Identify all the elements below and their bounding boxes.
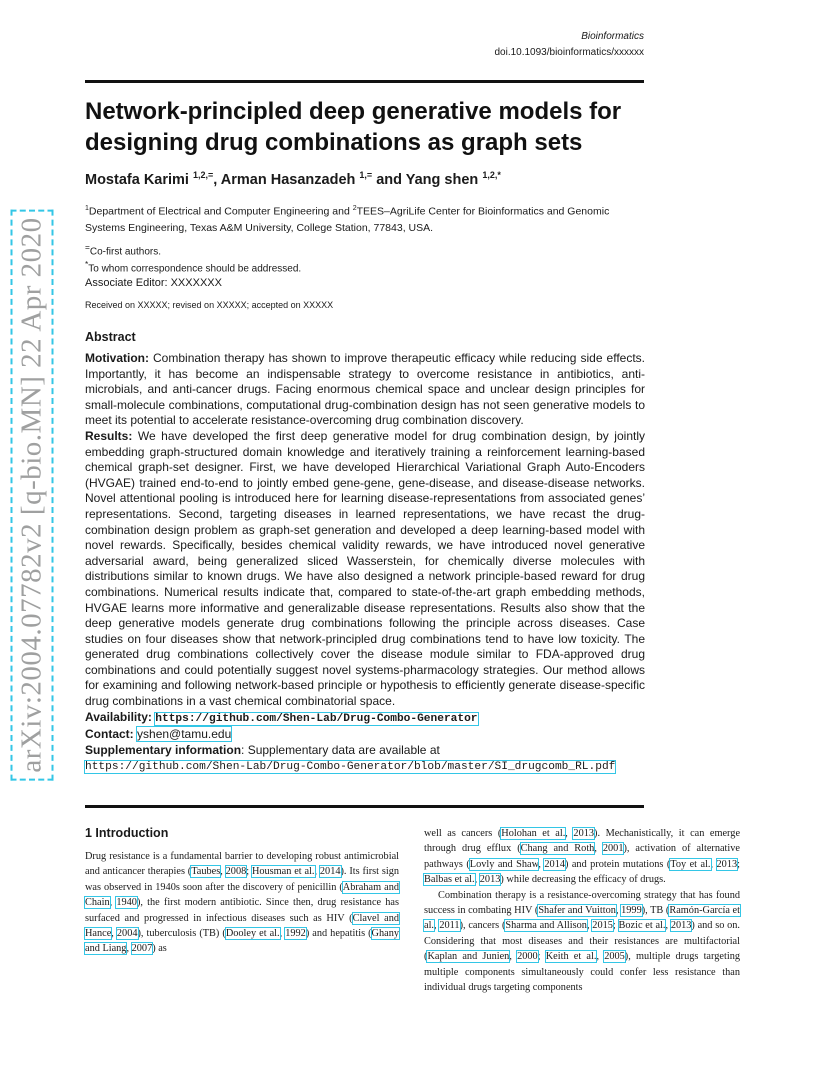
citation-link[interactable]: 2005	[604, 951, 625, 963]
contact-email-link[interactable]: yshen@tamu.edu	[137, 727, 232, 742]
citation-link[interactable]: 2011	[439, 920, 460, 932]
supplementary-line: Supplementary information: Supplementary data are available at	[85, 742, 440, 757]
motivation-paragraph: Motivation: Combination therapy has shown to improve therapeutic efficacy while reducing side effects. Importantly, it has become an indispensable strategy to overcome resistance in antibiotics, anti-microbials, and anti-cancer drugs. Facing enormous chemical space and unclear design principles for small-molecule combinations, computational drug-combination design has not seen generative models to meet its potential to accelerate resistance-overcoming drug combination discovery.	[85, 351, 645, 428]
arxiv-sidebar-stamp[interactable]	[14, 217, 50, 773]
citation-link[interactable]: Shafer and Vuitton	[538, 905, 616, 917]
citation-link[interactable]: 2001	[602, 843, 624, 855]
supplementary-pdf-link[interactable]: https://github.com/Shen-Lab/Drug-Combo-Generator/blob/master/SI_drugcomb_RL.pdf	[85, 761, 616, 774]
citation-link[interactable]: Bozic et al.	[618, 920, 666, 932]
citation-link[interactable]: Keith et al.	[545, 951, 597, 963]
author-name: Mostafa Karimi	[85, 171, 189, 188]
abstract-body	[85, 351, 645, 776]
citation-link[interactable]: 2014	[544, 858, 565, 870]
intro-column-right	[424, 826, 740, 995]
citation-link[interactable]: 2013	[479, 874, 501, 886]
citation-link[interactable]: 1999	[621, 905, 642, 917]
received-dates: Received on XXXXX; revised on XXXXX; accepted on XXXXX	[85, 300, 334, 310]
citation-link[interactable]: 1992	[285, 928, 306, 940]
author-name: Arman Hasanzadeh	[220, 171, 356, 188]
availability-line: Availability: https://github.com/Shen-Lab/Drug-Combo-Generator	[85, 709, 478, 725]
citation-link[interactable]: Ramón-García et al.	[424, 905, 740, 932]
citation-link[interactable]: Housman et al.	[251, 866, 315, 878]
github-link[interactable]: https://github.com/Shen-Lab/Drug-Combo-Generator	[155, 712, 478, 725]
abstract-heading: Abstract	[85, 330, 136, 344]
citation-link[interactable]: 2013	[716, 858, 738, 870]
arxiv-id-link[interactable]: arXiv:2004.07782v2 [q-bio.MN] 22 Apr 2020	[16, 214, 49, 775]
author-list: Mostafa Karimi $^{1,2,=}$, Arman Hasanzadeh $^{1,=}$ and Yang shen $^{1,2,*}$	[85, 170, 501, 188]
citation-link[interactable]: 2000	[517, 951, 538, 963]
doi-label: doi.10.1093/bioinformatics/xxxxxx	[494, 47, 644, 58]
author-name: Yang shen	[405, 171, 479, 188]
citation-link[interactable]: 2008	[225, 866, 247, 878]
citation-link[interactable]: Dooley et al.	[225, 928, 280, 940]
intro-column-left	[85, 826, 399, 957]
citation-link[interactable]: Ghany and Liang	[85, 928, 399, 955]
results-paragraph: Results: We have developed the first deep generative model for drug combination design, by jointly embedding graph-structured domain knowledge and iteratively training a reinforcement learning-based chemical graph-set designer. First, we have developed Hierarchical Variational Graph Auto-Encoders (HVGAE) trained end-to-end to jointly embed gene-gene, gene-disease, and disease-disease networks. Novel attentional pooling is introduced here for learning disease-representations from associated genes’ representations. Second, targeting diseases in learned representations, we have recast the drug-combination design problem as graph-set generation and developed a deep learning-based model with novel rewards. Specifically, besides chemical validity rewards, we have introduced novel generative adversarial award, being generalized sliced Wasserstein, for chemically diverse molecules with distributions similar to known drugs. We have also designed a network principle-based reward for drug combinations. Numerical results indicate that, compared to state-of-the-art graph embedding methods, HVGAE learns more informative and generalizable disease representations. Results also show that the deep generative models generate drug combinations following the principle across diseases. Case studies on four diseases show that network-principled drug combinations tend to have low toxicity. The generated drug combinations collectively cover the disease module similar to FDA-approved drug combinations and could potentially suggest novel systems-pharmacology strategies. Our method allows for examining and following network-based principle or hypothesis to efficiently generate disease-specific drug combinations in a vast chemical combinatorial space.	[85, 428, 645, 709]
section-heading-introduction: 1 Introduction	[85, 826, 169, 840]
citation-link[interactable]: Taubes	[191, 866, 221, 878]
citation-link[interactable]: 2013	[670, 920, 692, 932]
paper-title: Network-principled deep generative models for designing drug combinations as graph sets	[85, 98, 622, 156]
citation-link[interactable]: Kaplan and Junien	[427, 951, 510, 963]
intro-paragraph: well as cancers (Holohan et al., 2013). Mechanistically, it can emerge through drug efflux (Chang and Roth, 2001), activation of alternative pathways (Lovly and Shaw, 2014) and protein mutations (Toy et al., 2013; Balbas et al., 2013) while decreasing the efficacy of drugs.	[424, 828, 741, 886]
citation-link[interactable]: 2007	[131, 943, 153, 955]
abstract-bottom-rule	[85, 805, 644, 808]
intro-paragraph: Drug resistance is a fundamental barrier to developing robust antimicrobial and anticancer therapies (Taubes, 2008; Housman et al., 2014). Its first sign was observed in 1940s soon after the discovery of penicillin (Abraham and Chain, 1940), the first modern antibiotic. Since then, drug resistance has surfaced and progressed in infectious diseases such as HIV (Clavel and Hance, 2004), tuberculosis (TB) (Dooley et al., 1992) and hepatitis (Ghany and Liang, 2007) as	[85, 851, 400, 955]
citation-link[interactable]: Clavel and Hance	[85, 912, 399, 940]
citation-link[interactable]: 1940	[116, 897, 137, 909]
citation-link[interactable]: Toy et al.	[670, 858, 711, 870]
affiliations: $^1$Department of Electrical and Computer Engineering and $^2$TEES–AgriLife Center for Bioinformatics and Genomic Systems Engineering, Texas A&M University, College Station, 77843, USA.	[85, 205, 610, 234]
supplementary-link-line	[85, 758, 645, 776]
associate-editor: Associate Editor: XXXXXXX	[85, 277, 222, 289]
citation-link[interactable]: Holohan et al.	[501, 828, 566, 839]
contact-line: Contact: yshen@tamu.edu	[85, 727, 232, 742]
citation-link[interactable]: 2013	[573, 828, 595, 839]
correspondence-note: *To whom correspondence should be addressed.	[85, 259, 302, 275]
journal-name: Bioinformatics	[581, 31, 644, 42]
citation-link[interactable]: 2004	[116, 928, 138, 940]
citation-link[interactable]: Sharma and Allison	[505, 920, 587, 932]
citation-link[interactable]: Abraham and Chain	[85, 881, 399, 909]
citation-link[interactable]: Balbas et al.	[424, 874, 475, 886]
citation-link[interactable]: Lovly and Shaw	[469, 858, 539, 870]
author-affil-mark: 1,2,=	[192, 170, 214, 180]
top-rule	[85, 80, 644, 83]
citation-link[interactable]: 2015	[592, 920, 613, 932]
citation-link[interactable]: 2014	[319, 866, 341, 878]
intro-paragraph: Combination therapy is a resistance-overcoming strategy that has found success in combating HIV (Shafer and Vuitton, 1999), TB (Ramón-García et al., 2011), cancers (Sharma and Allison, 2015; Bozic et al., 2013) and so on. Considering that most diseases and their resistances are multifactorial (Kaplan and Junien, 2000; Keith et al., 2005), multiple drugs targeting multiple components simultaneously could confer less resistance than individual drugs targeting components	[424, 889, 740, 994]
author-affil-mark: 1,2,*	[482, 170, 501, 180]
cofirst-note: =Co-first authors.	[85, 242, 162, 258]
citation-link[interactable]: Chang and Roth	[520, 843, 595, 855]
author-affil-mark: 1,=	[359, 170, 373, 180]
